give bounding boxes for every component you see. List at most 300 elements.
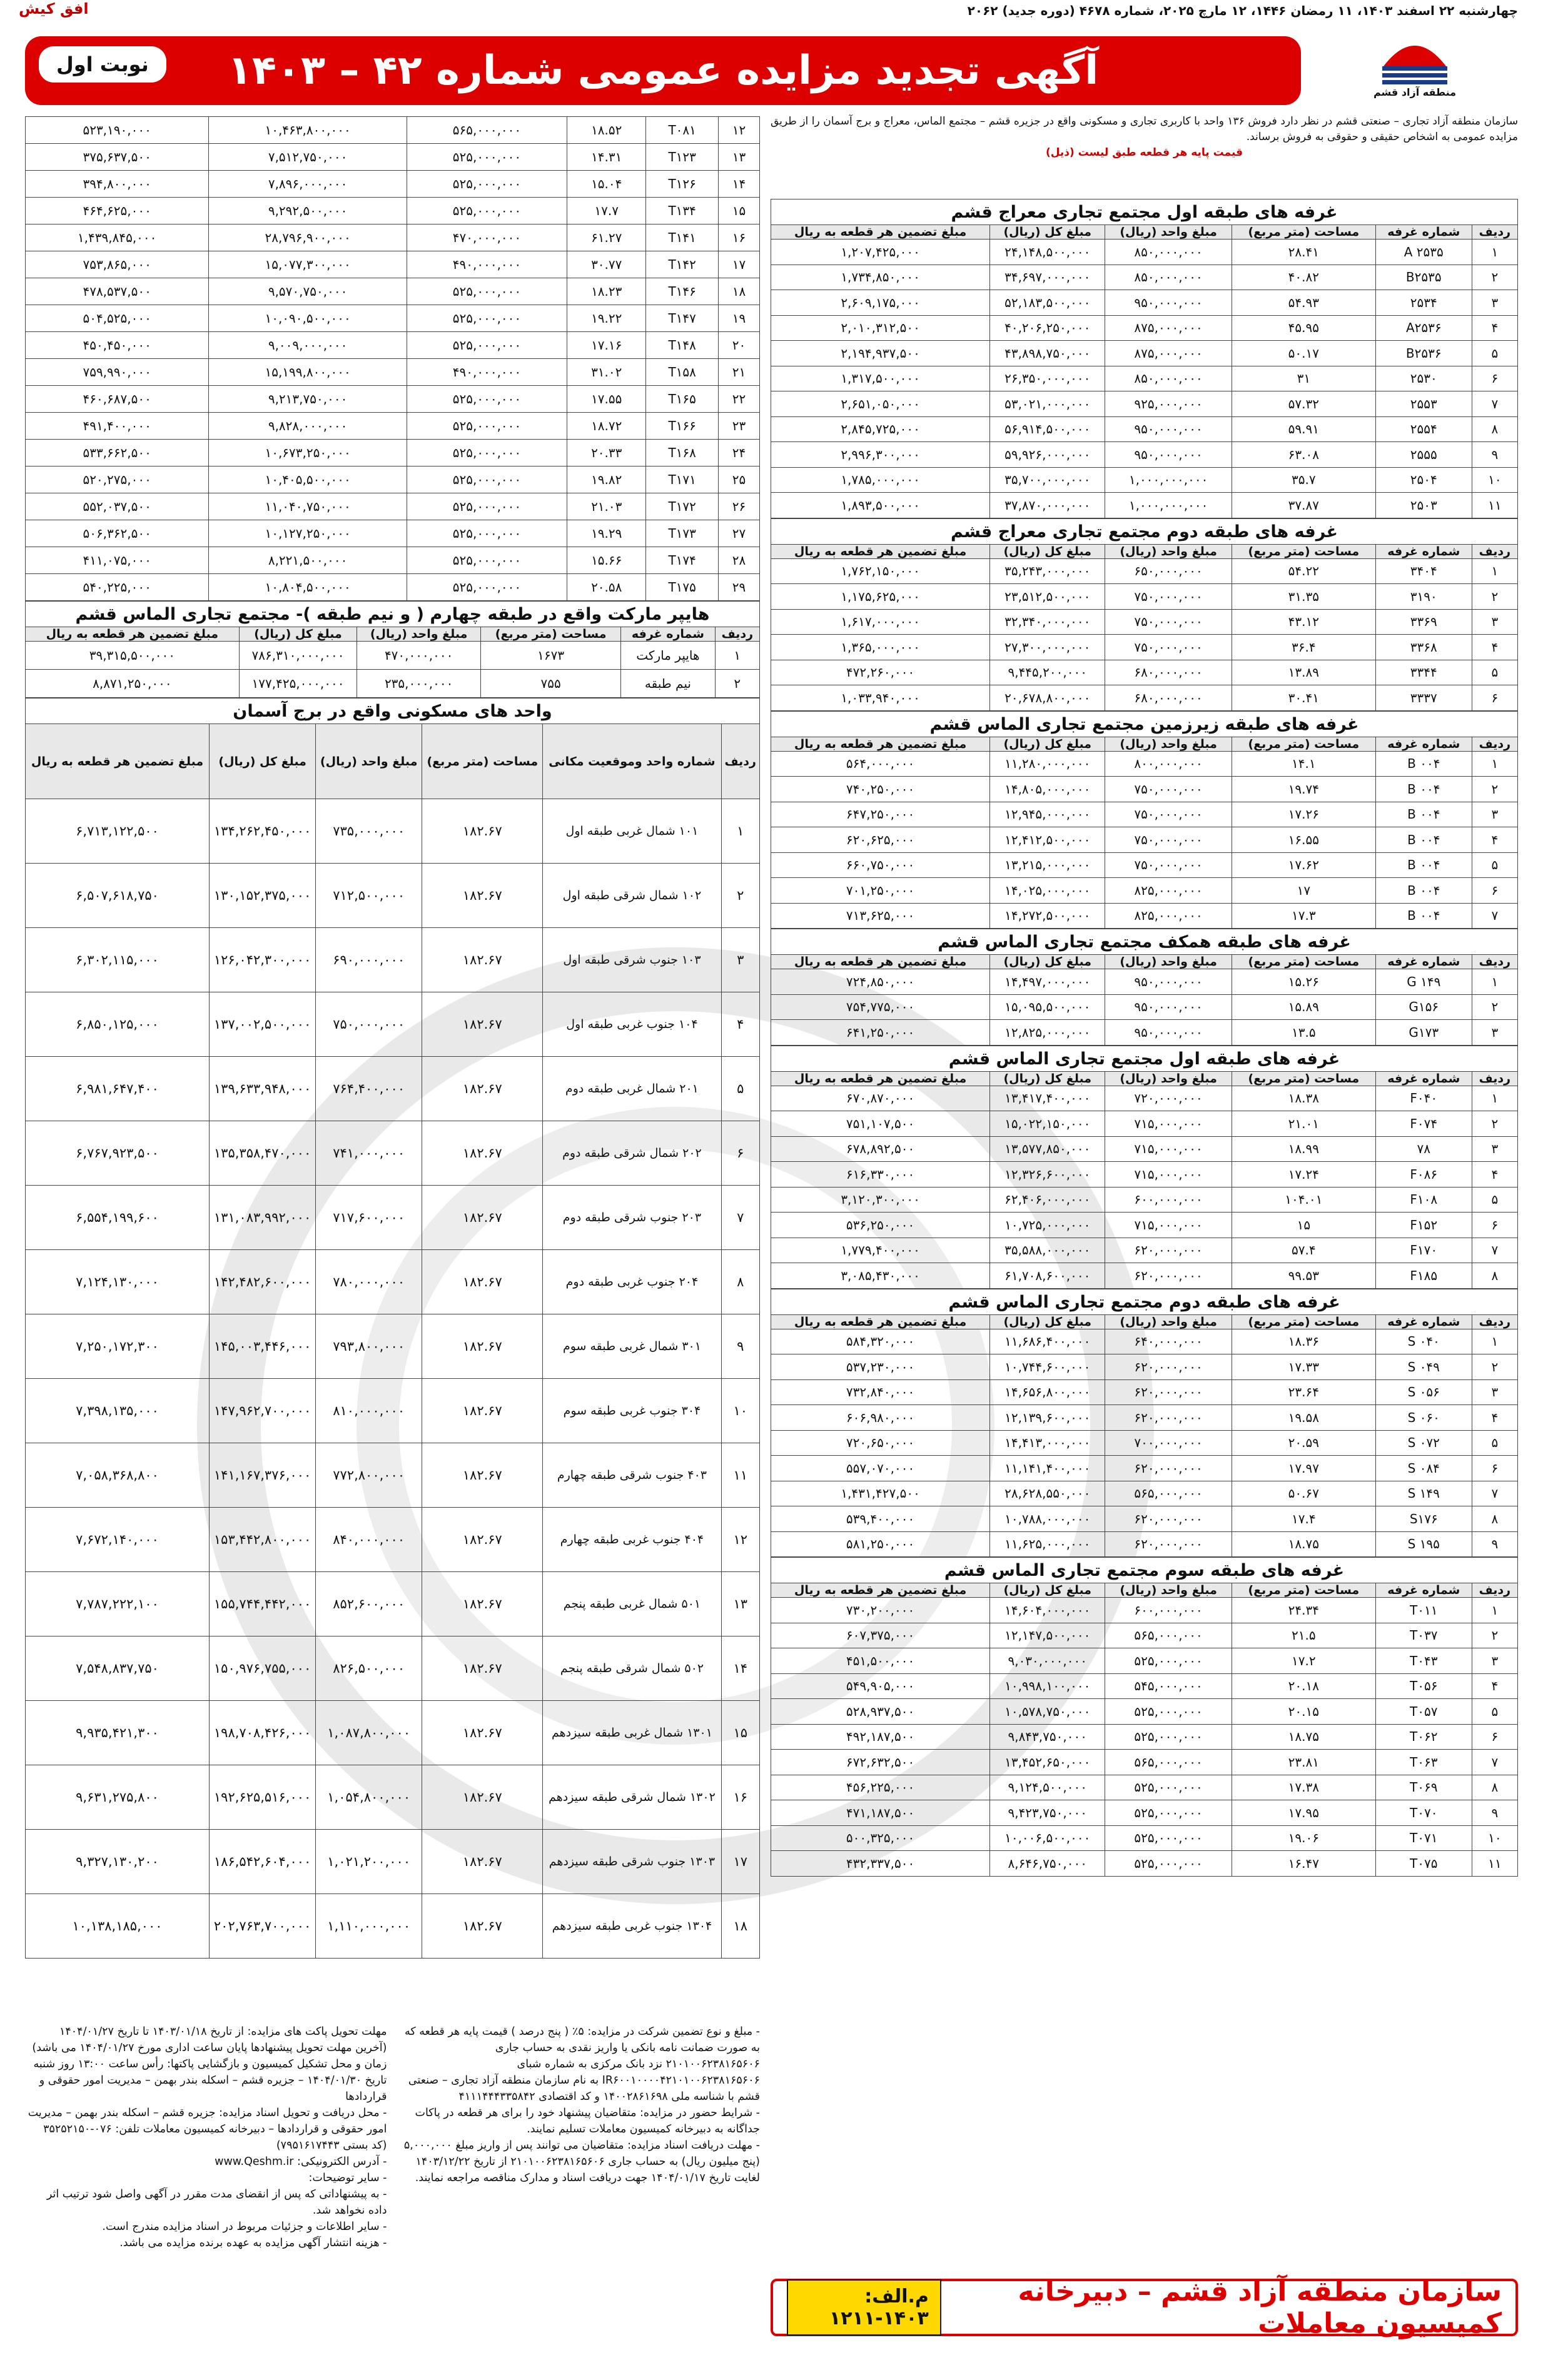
unit-price: ۵۲۵,۰۰۰,۰۰۰ [407,144,567,171]
row-number: ۸ [1472,1506,1517,1532]
unit-price: ۷۱۵,۰۰۰,۰۰۰ [1105,1213,1232,1238]
unit-price: ۴۷۰,۰۰۰,۰۰۰ [407,224,567,251]
col-area: مساحت (متر مربع) [1232,1583,1375,1598]
col-total: مبلغ کل (ریال) [990,737,1105,751]
total-price: ۱۰,۷۸۸,۰۰۰,۰۰۰ [990,1506,1105,1532]
total-price: ۱۴۵,۰۰۳,۴۴۶,۰۰۰ [210,1314,316,1379]
col-total: مبلغ کل (ریال) [990,955,1105,969]
total-price: ۶۲,۴۰۶,۰۰۰,۰۰۰ [990,1187,1105,1213]
row-number: ۴ [721,992,759,1057]
unit-price: ۵۲۵,۰۰۰,۰۰۰ [407,171,567,198]
total-price: ۹,۰۳۰,۰۰۰,۰۰۰ [990,1648,1105,1674]
unit-price: ۱,۱۱۰,۰۰۰,۰۰۰ [316,1894,422,1959]
col-row: ردیف [1472,225,1517,240]
room-number: T۱۷۴ [646,547,719,574]
row-number: ۳ [1472,1136,1517,1162]
deposit: ۷۳۲,۸۴۰,۰۰۰ [771,1379,990,1405]
unit-price: ۵۲۵,۰۰۰,۰۰۰ [407,493,567,520]
row-number: ۸ [1472,1263,1517,1289]
col-room: شماره غرفه [1375,1314,1472,1329]
col-total: مبلغ کل (ریال) [210,724,316,799]
row-number: ۳ [1472,1020,1517,1046]
deposit: ۴۵۰,۴۵۰,۰۰۰ [26,332,209,359]
room-number: T۰۷۰ [1375,1800,1472,1826]
area: ۱۵.۶۶ [567,547,646,574]
col-total: مبلغ کل (ریال) [990,225,1105,240]
deposit: ۵۶۴,۰۰۰,۰۰۰ [771,751,990,777]
row-number: ۲ [1472,265,1517,290]
table-row [26,198,760,224]
table-row [771,994,1518,1020]
table-row [771,558,1518,584]
total-price: ۵۶,۹۱۴,۵۰۰,۰۰۰ [990,416,1105,442]
deposit: ۴۷۸,۵۳۷,۵۰۰ [26,278,209,305]
row-number: ۱ [1472,1598,1517,1623]
bottom-org: سازمان منطقه آزاد قشم – دبیرخانه کمیسیون معاملات [1018,2276,1502,2339]
room-number: ۳۰۴ جنوب غربی طبقه سوم [543,1379,721,1443]
unit-price: ۶۲۰,۰۰۰,۰۰۰ [1105,1238,1232,1263]
row-number: ۶ [1472,878,1517,904]
unit-price: ۷۳۵,۰۰۰,۰۰۰ [316,799,422,864]
table-row [771,1673,1518,1699]
table-row [26,386,760,413]
area: ۵۴.۲۲ [1232,558,1375,584]
row-number: ۲ [1472,584,1517,610]
table-row [771,1020,1518,1046]
row-number: ۷ [721,1186,759,1250]
row-number: ۶ [721,1121,759,1186]
total-price: ۲۰۲,۷۶۳,۷۰۰,۰۰۰ [210,1894,316,1959]
total-price: ۱۲,۳۲۶,۶۰۰,۰۰۰ [990,1162,1105,1187]
deposit: ۷۵۹,۹۹۰,۰۰۰ [26,359,209,386]
total-price: ۱۴,۴۱۳,۰۰۰,۰۰۰ [990,1430,1105,1456]
row-number: ۱۴ [721,1636,759,1701]
row-number: ۳ [721,928,759,992]
deposit: ۷,۰۵۸,۳۶۸,۸۰۰ [26,1443,210,1508]
unit-price: ۸۵۰,۰۰۰,۰۰۰ [1105,240,1232,265]
area: ۲۳.۶۴ [1232,1379,1375,1405]
row-number: ۵ [1472,1699,1517,1725]
room-number: ۱۳۰۱ شمال غربی طبقه سیزدهم [543,1701,721,1765]
deposit: ۶,۹۸۱,۶۴۷,۴۰۰ [26,1057,210,1121]
room-number: T۱۳۴ [646,198,719,224]
table-row [26,1379,760,1443]
row-number: ۳ [1472,290,1517,316]
unit-price: ۶۲۰,۰۰۰,۰۰۰ [1105,1531,1232,1557]
table-row [26,413,760,440]
table-row [771,1213,1518,1238]
table-row [771,493,1518,518]
room-number: T۱۵۸ [646,359,719,386]
area: ۱۸.۷۵ [1232,1531,1375,1557]
row-number: ۶ [1472,685,1517,711]
footer-notes [25,2024,760,2251]
room-number: ۲۰۱ شمال غربی طبقه دوم [543,1057,721,1121]
area: ۱۸۲.۶۷ [422,1701,543,1765]
table-row [771,290,1518,316]
col-deposit: مبلغ تضمین هر قطعه به ریال [26,627,240,642]
room-number: T۰۵۷ [1375,1699,1472,1725]
total-price: ۷۸۶,۳۱۰,۰۰۰,۰۰۰ [239,642,357,670]
table-row [26,251,760,278]
room-number: ۳۳۳۷ [1375,685,1472,711]
room-number: T۱۶۵ [646,386,719,413]
row-number: ۱ [1472,1329,1517,1354]
total-price: ۱۲,۴۱۲,۵۰۰,۰۰۰ [990,827,1105,853]
total-price: ۹,۵۷۰,۷۵۰,۰۰۰ [209,278,407,305]
deposit: ۷۲۴,۸۵۰,۰۰۰ [771,969,990,995]
deposit: ۵۸۱,۲۵۰,۰۰۰ [771,1531,990,1557]
room-number: T۱۲۳ [646,144,719,171]
unit-price: ۵۲۵,۰۰۰,۰۰۰ [407,413,567,440]
section-title: غرفه های طبقه دوم مجتمع تجاری معراج قشم [771,518,1518,544]
table-row [26,1701,760,1765]
total-price: ۱۱,۶۲۵,۰۰۰,۰۰۰ [990,1531,1105,1557]
room-number: ۲۰۳ جنوب شرقی طبقه دوم [543,1186,721,1250]
total-price: ۱۵۳,۴۴۲,۸۰۰,۰۰۰ [210,1508,316,1572]
row-number: ۱۱ [1472,493,1517,518]
row-number: ۶ [1472,1213,1517,1238]
table-row [26,171,760,198]
table-row [771,1851,1518,1877]
row-number: ۲۸ [719,547,760,574]
room-number: ۱۳۰۴ جنوب غربی طبقه سیزدهم [543,1894,721,1959]
unit-price: ۹۵۰,۰۰۰,۰۰۰ [1105,1020,1232,1046]
table-row [771,1598,1518,1623]
unit-price: ۸۱۰,۰۰۰,۰۰۰ [316,1379,422,1443]
unit-price: ۵۶۵,۰۰۰,۰۰۰ [1105,1750,1232,1775]
area: ۱۸۲.۶۷ [422,1765,543,1830]
deposit: ۱,۷۷۹,۴۰۰,۰۰۰ [771,1238,990,1263]
unit-price: ۷۶۴,۴۰۰,۰۰۰ [316,1057,422,1121]
deposit: ۲,۶۰۹,۱۷۵,۰۰۰ [771,290,990,316]
row-number: ۲ [1472,777,1517,802]
total-price: ۳۷,۸۷۰,۰۰۰,۰۰۰ [990,493,1105,518]
unit-price: ۷۴۱,۰۰۰,۰۰۰ [316,1121,422,1186]
deposit: ۳۹۴,۸۰۰,۰۰۰ [26,171,209,198]
edition-badge: نوبت اول [39,46,166,83]
total-price: ۳۲,۳۴۰,۰۰۰,۰۰۰ [990,609,1105,635]
area: ۱۷.۲ [1232,1648,1375,1674]
row-number: ۲۲ [719,386,760,413]
unit-price: ۵۲۵,۰۰۰,۰۰۰ [407,198,567,224]
title-banner [25,36,1301,105]
table-row [26,992,760,1057]
unit-price: ۷۵۰,۰۰۰,۰۰۰ [1105,777,1232,802]
unit-price: ۲۳۵,۰۰۰,۰۰۰ [357,670,481,698]
room-number: T۰۱۱ [1375,1598,1472,1623]
room-number: T۱۴۶ [646,278,719,305]
col-total: مبلغ کل (ریال) [239,627,357,642]
section-title: غرفه های طبقه اول مجتمع تجاری معراج قشم [771,199,1518,224]
total-price: ۱۲,۹۴۵,۰۰۰,۰۰۰ [990,802,1105,827]
unit-price: ۶۲۰,۰۰۰,۰۰۰ [1105,1506,1232,1532]
table-row [771,584,1518,610]
deposit: ۱,۷۶۲,۱۵۰,۰۰۰ [771,558,990,584]
table-row [771,903,1518,929]
unit-price: ۹۵۰,۰۰۰,۰۰۰ [1105,994,1232,1020]
row-number: ۱۵ [721,1701,759,1765]
total-price: ۹,۰۰۹,۰۰۰,۰۰۰ [209,332,407,359]
col-total: مبلغ کل (ریال) [990,1583,1105,1598]
unit-price: ۶۲۰,۰۰۰,۰۰۰ [1105,1379,1232,1405]
area: ۴۵.۹۵ [1232,315,1375,341]
area: ۱۷.۱۶ [567,332,646,359]
deposit: ۶۷۸,۸۹۲,۵۰۰ [771,1136,990,1162]
area: ۵۴.۹۳ [1232,290,1375,316]
table-row [771,1775,1518,1800]
col-room: شماره غرفه [1375,737,1472,751]
qeshm-free-zone-icon [1377,31,1452,86]
unit-price: ۷۰۰,۰۰۰,۰۰۰ [1105,1430,1232,1456]
unit-price: ۵۲۵,۰۰۰,۰۰۰ [407,574,567,601]
deposit: ۱,۲۰۷,۴۲۵,۰۰۰ [771,240,990,265]
table-row [771,1456,1518,1481]
col-unit-location: شماره واحد وموقعیت مکانی [543,724,721,799]
room-number: T۰۶۹ [1375,1775,1472,1800]
deposit: ۹,۳۲۷,۱۳۰,۲۰۰ [26,1830,210,1894]
total-price: ۱۵,۰۹۵,۵۰۰,۰۰۰ [990,994,1105,1020]
room-number: ۵۰۲ شمال شرقی طبقه پنجم [543,1636,721,1701]
total-price: ۱۰,۹۹۸,۱۰۰,۰۰۰ [990,1673,1105,1699]
unit-price: ۷۱۲,۵۰۰,۰۰۰ [316,864,422,928]
row-number: ۴ [1472,315,1517,341]
room-number: ۲۵۵۴ [1375,416,1472,442]
area: ۱۸۲.۶۷ [422,864,543,928]
deposit: ۲,۶۵۱,۰۵۰,۰۰۰ [771,391,990,417]
table-row [771,1750,1518,1775]
row-number: ۳ [1472,1379,1517,1405]
unit-price: ۵۲۵,۰۰۰,۰۰۰ [1105,1825,1232,1851]
right-column [771,199,1518,1877]
area: ۲۰.۳۳ [567,440,646,466]
total-price: ۱۴,۶۰۴,۰۰۰,۰۰۰ [990,1598,1105,1623]
row-number: ۲۶ [719,493,760,520]
room-number: ۳۳۶۸ [1375,635,1472,660]
table-row [771,1623,1518,1648]
area: ۱۰۴.۰۱ [1232,1187,1375,1213]
row-number: ۲ [1472,1623,1517,1648]
row-number: ۱۱ [721,1443,759,1508]
unit-price: ۹۲۵,۰۰۰,۰۰۰ [1105,391,1232,417]
deposit: ۵۲۸,۹۳۷,۵۰۰ [771,1699,990,1725]
row-number: ۱۸ [721,1894,759,1959]
room-number: ۲۰۴ جنوب غربی طبقه دوم [543,1250,721,1314]
unit-price: ۸۵۰,۰۰۰,۰۰۰ [1105,366,1232,391]
col-deposit: مبلغ تضمین هر قطعه به ریال [26,724,210,799]
room-number: T۱۴۷ [646,305,719,332]
table-row [26,1508,760,1572]
row-number: ۱۰ [1472,1825,1517,1851]
total-price: ۷,۸۹۶,۰۰۰,۰۰۰ [209,171,407,198]
deposit: ۵۵۲,۰۳۷,۵۰۰ [26,493,209,520]
deposit: ۶۰۶,۹۸۰,۰۰۰ [771,1405,990,1431]
table-row [771,777,1518,802]
col-room: شماره غرفه [1375,544,1472,558]
section-title: غرفه های طبقه زیرزمین مجتمع تجاری الماس قشم [771,711,1518,737]
col-unit: مبلغ واحد (ریال) [1105,225,1232,240]
room-number: T۱۴۲ [646,251,719,278]
total-price: ۲۳,۵۱۲,۵۰۰,۰۰۰ [990,584,1105,610]
unit-price: ۶۲۰,۰۰۰,۰۰۰ [1105,1405,1232,1431]
rooms-table [771,954,1518,1046]
col-row: ردیف [1472,544,1517,558]
row-number: ۱۶ [719,224,760,251]
area: ۲۰.۵۸ [567,574,646,601]
section-title: غرفه های طبقه سوم مجتمع تجاری الماس قشم [771,1557,1518,1583]
room-number: ۳۴۰۴ [1375,558,1472,584]
total-price: ۱۵۰,۹۷۶,۷۵۵,۰۰۰ [210,1636,316,1701]
area: ۵۷.۴ [1232,1238,1375,1263]
deposit: ۱,۸۹۳,۵۰۰,۰۰۰ [771,493,990,518]
row-number: ۹ [1472,1531,1517,1557]
row-number: ۲۵ [719,466,760,493]
room-number: ۲۵۵۳ [1375,391,1472,417]
room-number: F۰۷۴ [1375,1111,1472,1137]
total-price: ۲۸,۷۹۶,۹۰۰,۰۰۰ [209,224,407,251]
room-number: ۷۸ [1375,1136,1472,1162]
room-number: ۱۰۱ شمال غربی طبقه اول [543,799,721,864]
total-price: ۱۰,۴۰۵,۵۰۰,۰۰۰ [209,466,407,493]
room-number: هایپر مارکت [621,642,715,670]
room-number: T۰۷۱ [1375,1825,1472,1851]
deposit: ۳,۰۸۵,۴۳۰,۰۰۰ [771,1263,990,1289]
area: ۱۸.۹۹ [1232,1136,1375,1162]
market-section-title: هایپر مارکت واقع در طبقه چهارم ( و نیم طبقه )- مجتمع تجاری الماس قشم [25,601,760,627]
deposit: ۷۵۳,۸۶۵,۰۰۰ [26,251,209,278]
intro-paragraph: سازمان منطقه آزاد تجاری – صنعتی قشم در نظر دارد فروش ۱۳۶ واحد با کاربری تجاری و مسکونی واقع در جزیره قشم – مجتمع الماس، معراج و برج آسمان را از طریق مزایده عمومی به اشخاص حقیقی و حقوقی به فروش برساند. [771,115,1518,143]
table-row [771,341,1518,366]
deposit: ۱,۴۳۱,۴۲۷,۵۰۰ [771,1481,990,1506]
table-row [771,1430,1518,1456]
room-number: A ۲۵۳۵ [1375,240,1472,265]
unit-price: ۹۵۰,۰۰۰,۰۰۰ [1105,969,1232,995]
row-number: ۲ [1472,1111,1517,1137]
area: ۱۸۲.۶۷ [422,1894,543,1959]
total-price: ۹,۸۴۳,۷۵۰,۰۰۰ [990,1724,1105,1750]
room-number: G۱۵۶ [1375,994,1472,1020]
room-number: ۲۵۰۴ [1375,467,1472,493]
total-price: ۱۹۲,۶۲۵,۵۱۶,۰۰۰ [210,1765,316,1830]
area: ۱۵.۰۴ [567,171,646,198]
unit-price: ۵۴۵,۰۰۰,۰۰۰ [1105,1673,1232,1699]
room-number: ۲۵۳۴ [1375,290,1472,316]
room-number: T۱۲۶ [646,171,719,198]
row-number: ۱۳ [719,144,760,171]
total-price: ۲۴,۱۴۸,۵۰۰,۰۰۰ [990,240,1105,265]
col-room: شماره غرفه [1375,1071,1472,1086]
total-price: ۱۳۰,۱۵۲,۳۷۵,۰۰۰ [210,864,316,928]
room-number: S ۰۶۰ [1375,1405,1472,1431]
deposit: ۷,۱۲۴,۱۳۰,۰۰۰ [26,1250,210,1314]
row-number: ۱۴ [719,171,760,198]
deposit: ۶۷۰,۸۷۰,۰۰۰ [771,1086,990,1111]
table-row [26,440,760,466]
unit-price: ۵۲۵,۰۰۰,۰۰۰ [1105,1724,1232,1750]
deposit: ۶۴۱,۲۵۰,۰۰۰ [771,1020,990,1046]
deposit: ۶۱۶,۳۳۰,۰۰۰ [771,1162,990,1187]
room-number: T۰۳۷ [1375,1623,1472,1648]
deposit: ۷,۵۴۸,۸۳۷,۷۵۰ [26,1636,210,1701]
unit-price: ۸۲۵,۰۰۰,۰۰۰ [1105,878,1232,904]
area: ۱۸۲.۶۷ [422,1572,543,1636]
col-area: مساحت (متر مربع) [1232,1314,1375,1329]
unit-price: ۵۲۵,۰۰۰,۰۰۰ [407,440,567,466]
room-number: B ۰۰۴ [1375,777,1472,802]
row-number: ۵ [1472,660,1517,685]
deposit: ۶,۳۰۲,۱۱۵,۰۰۰ [26,928,210,992]
total-price: ۴۳,۸۹۸,۷۵۰,۰۰۰ [990,341,1105,366]
area: ۱۹.۰۶ [1232,1825,1375,1851]
row-number: ۱۷ [721,1830,759,1894]
total-price: ۹,۱۲۴,۵۰۰,۰۰۰ [990,1775,1105,1800]
area: ۱۸.۵۲ [567,117,646,144]
area: ۱۸۲.۶۷ [422,799,543,864]
row-number: ۲۴ [719,440,760,466]
table-row [26,224,760,251]
row-number: ۱ [1472,751,1517,777]
table-row [26,928,760,992]
deposit: ۴۷۱,۱۸۷,۵۰۰ [771,1800,990,1826]
row-number: ۱۷ [719,251,760,278]
table-row [26,670,760,698]
area: ۱۹.۲۹ [567,520,646,547]
area: ۱۶.۵۵ [1232,827,1375,853]
unit-price: ۵۶۵,۰۰۰,۰۰۰ [407,117,567,144]
room-number: ۲۵۰۳ [1375,493,1472,518]
row-number: ۵ [1472,852,1517,878]
area: ۱۵.۲۶ [1232,969,1375,995]
row-number: ۲۳ [719,413,760,440]
col-unit: مبلغ واحد (ریال) [1105,1314,1232,1329]
area: ۱۸.۷۲ [567,413,646,440]
area: ۱۷.۵۵ [567,386,646,413]
deposit: ۳,۱۲۰,۳۰۰,۰۰۰ [771,1187,990,1213]
unit-price: ۷۱۵,۰۰۰,۰۰۰ [1105,1111,1232,1137]
section-title: غرفه های طبقه اول مجتمع تجاری الماس قشم [771,1046,1518,1071]
row-number: ۱۲ [719,117,760,144]
unit-price: ۷۱۵,۰۰۰,۰۰۰ [1105,1162,1232,1187]
unit-price: ۵۲۵,۰۰۰,۰۰۰ [407,466,567,493]
col-row: ردیف [1472,1583,1517,1598]
room-number: T۱۷۳ [646,520,719,547]
deposit: ۵۲۰,۲۷۵,۰۰۰ [26,466,209,493]
area: ۱۴.۳۱ [567,144,646,171]
total-price: ۲۸,۶۲۸,۵۵۰,۰۰۰ [990,1481,1105,1506]
table-row [26,1765,760,1830]
area: ۱۸۲.۶۷ [422,1057,543,1121]
col-area: مساحت (متر مربع) [422,724,543,799]
area: ۲۰.۱۵ [1232,1699,1375,1725]
total-price: ۱۴۱,۱۶۷,۳۷۶,۰۰۰ [210,1443,316,1508]
area: ۲۴.۳۴ [1232,1598,1375,1623]
third-floor-continued-table [25,116,760,601]
table-row [26,359,760,386]
organization-logo [1312,31,1518,109]
table-row [26,493,760,520]
row-number: ۴ [1472,1162,1517,1187]
row-number: ۷ [1472,1750,1517,1775]
room-number: T۰۶۲ [1375,1724,1472,1750]
col-deposit: مبلغ تضمین هر قطعه به ریال [771,1583,990,1598]
total-price: ۱۰,۰۰۶,۵۰۰,۰۰۰ [990,1825,1105,1851]
deposit: ۶,۸۵۰,۱۲۵,۰۰۰ [26,992,210,1057]
room-number: F۰۴۰ [1375,1086,1472,1111]
table-row [771,1263,1518,1289]
unit-price: ۷۵۰,۰۰۰,۰۰۰ [1105,827,1232,853]
table-row [26,144,760,171]
col-area: مساحت (متر مربع) [1232,225,1375,240]
